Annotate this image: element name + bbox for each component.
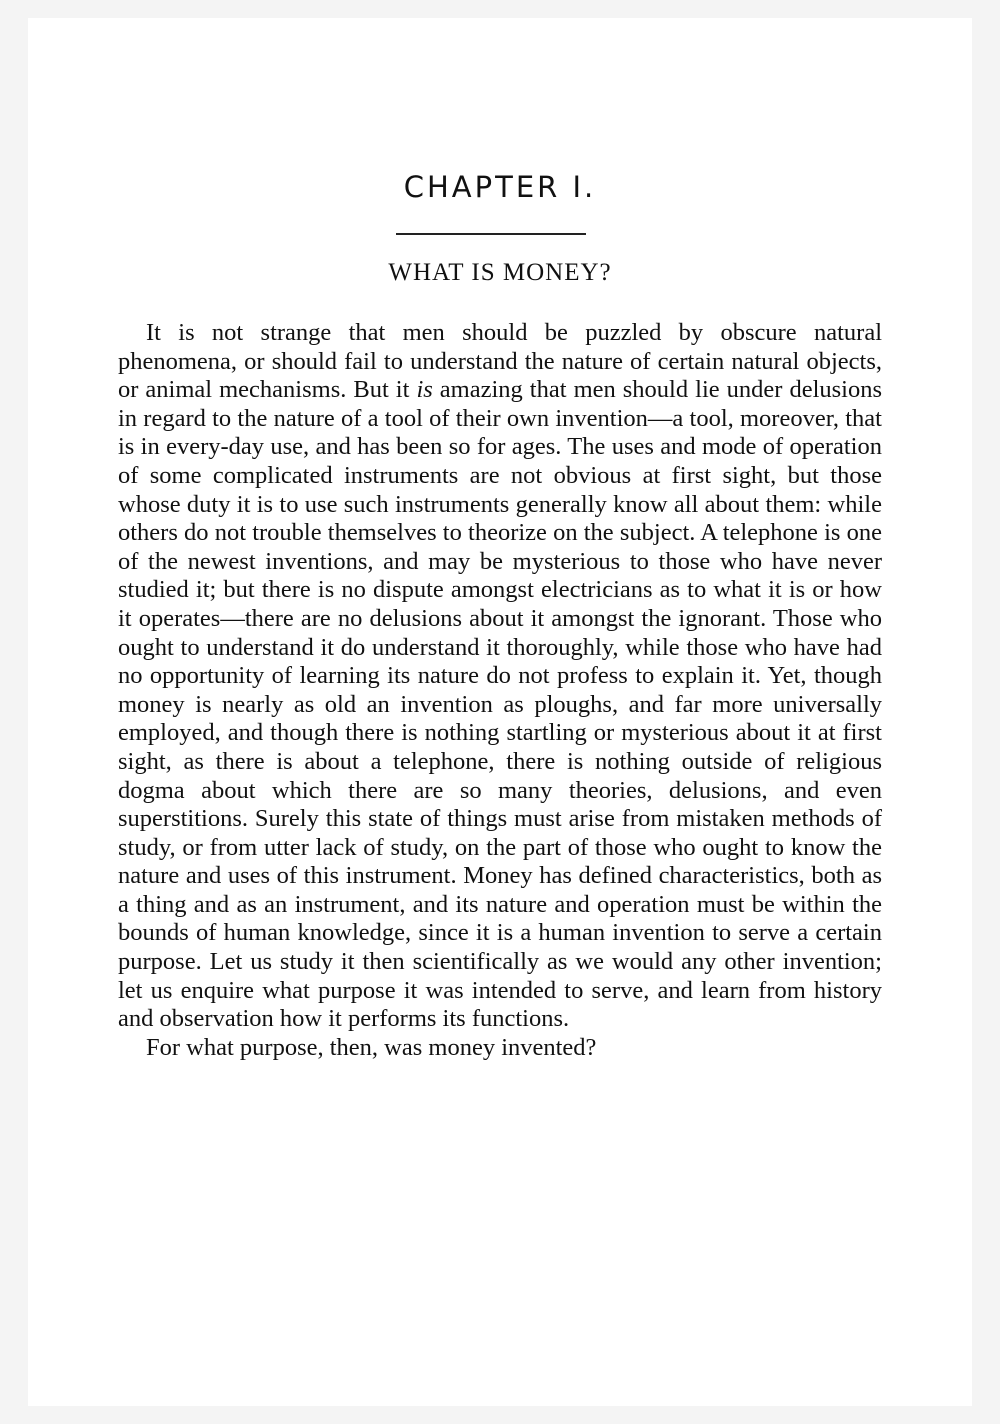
chapter-title: WHAT IS MONEY? xyxy=(388,259,612,286)
body-paragraph-1 xyxy=(118,319,882,1034)
body-paragraph-2: For what purpose, then, was money invented? xyxy=(146,1033,597,1061)
paragraph-1-text-end: amazing that men should lie under delusions in regard to the nature of a tool of their own invention—a tool, moreover, that is in every-day use, and has been so for ages. The uses and mode of operation of some complicated instruments are not obvious at first sight, but those whose duty it is to use such instruments generally know all about them: while others do not trouble themselves to theorize on the subject. A telephone is one of the newest inventions, and may be mysterious to those who have never studied it; but there is no dispute amongst electricians as to what it is or how it operates—there are no delusions about it amongst the ignorant. Those who ought to understand it do understand it thoroughly, while those who have had no opportunity of learning its nature do not profess to explain it. Yet, though money is nearly as old an invention as ploughs, and far more universally employed, and though there is nothing startling or mysterious about it at first sight, as there is about a telephone, there is nothing outside of religious dogma about which there are so many theories, delusions, and even superstitions. Surely this state of things must arise from mistaken methods of study, or from utter lack of study, on the part of those who ought to know the nature and uses of this instrument. Money has defined characteristics, both as a thing and as an instrument, and its nature and operation must be within the bounds of human knowledge, since it is a human invention to serve a certain purpose. Let us study it then scientifically as we would any other invention; let us enquire what purpose it was intended to serve, and learn from history and observation how it performs its functions. xyxy=(118,376,883,1033)
heading-divider xyxy=(396,233,586,235)
chapter-heading: CHAPTER I. xyxy=(403,170,597,204)
chapter-body xyxy=(118,319,882,1062)
paragraph-1-text-start: It is not strange that men should be puzzled by obscure natural phenomena, or should fail to understand the nature of certain natural objects, or animal mechanisms. But it xyxy=(118,319,882,404)
emphasized-word: is xyxy=(416,376,433,404)
